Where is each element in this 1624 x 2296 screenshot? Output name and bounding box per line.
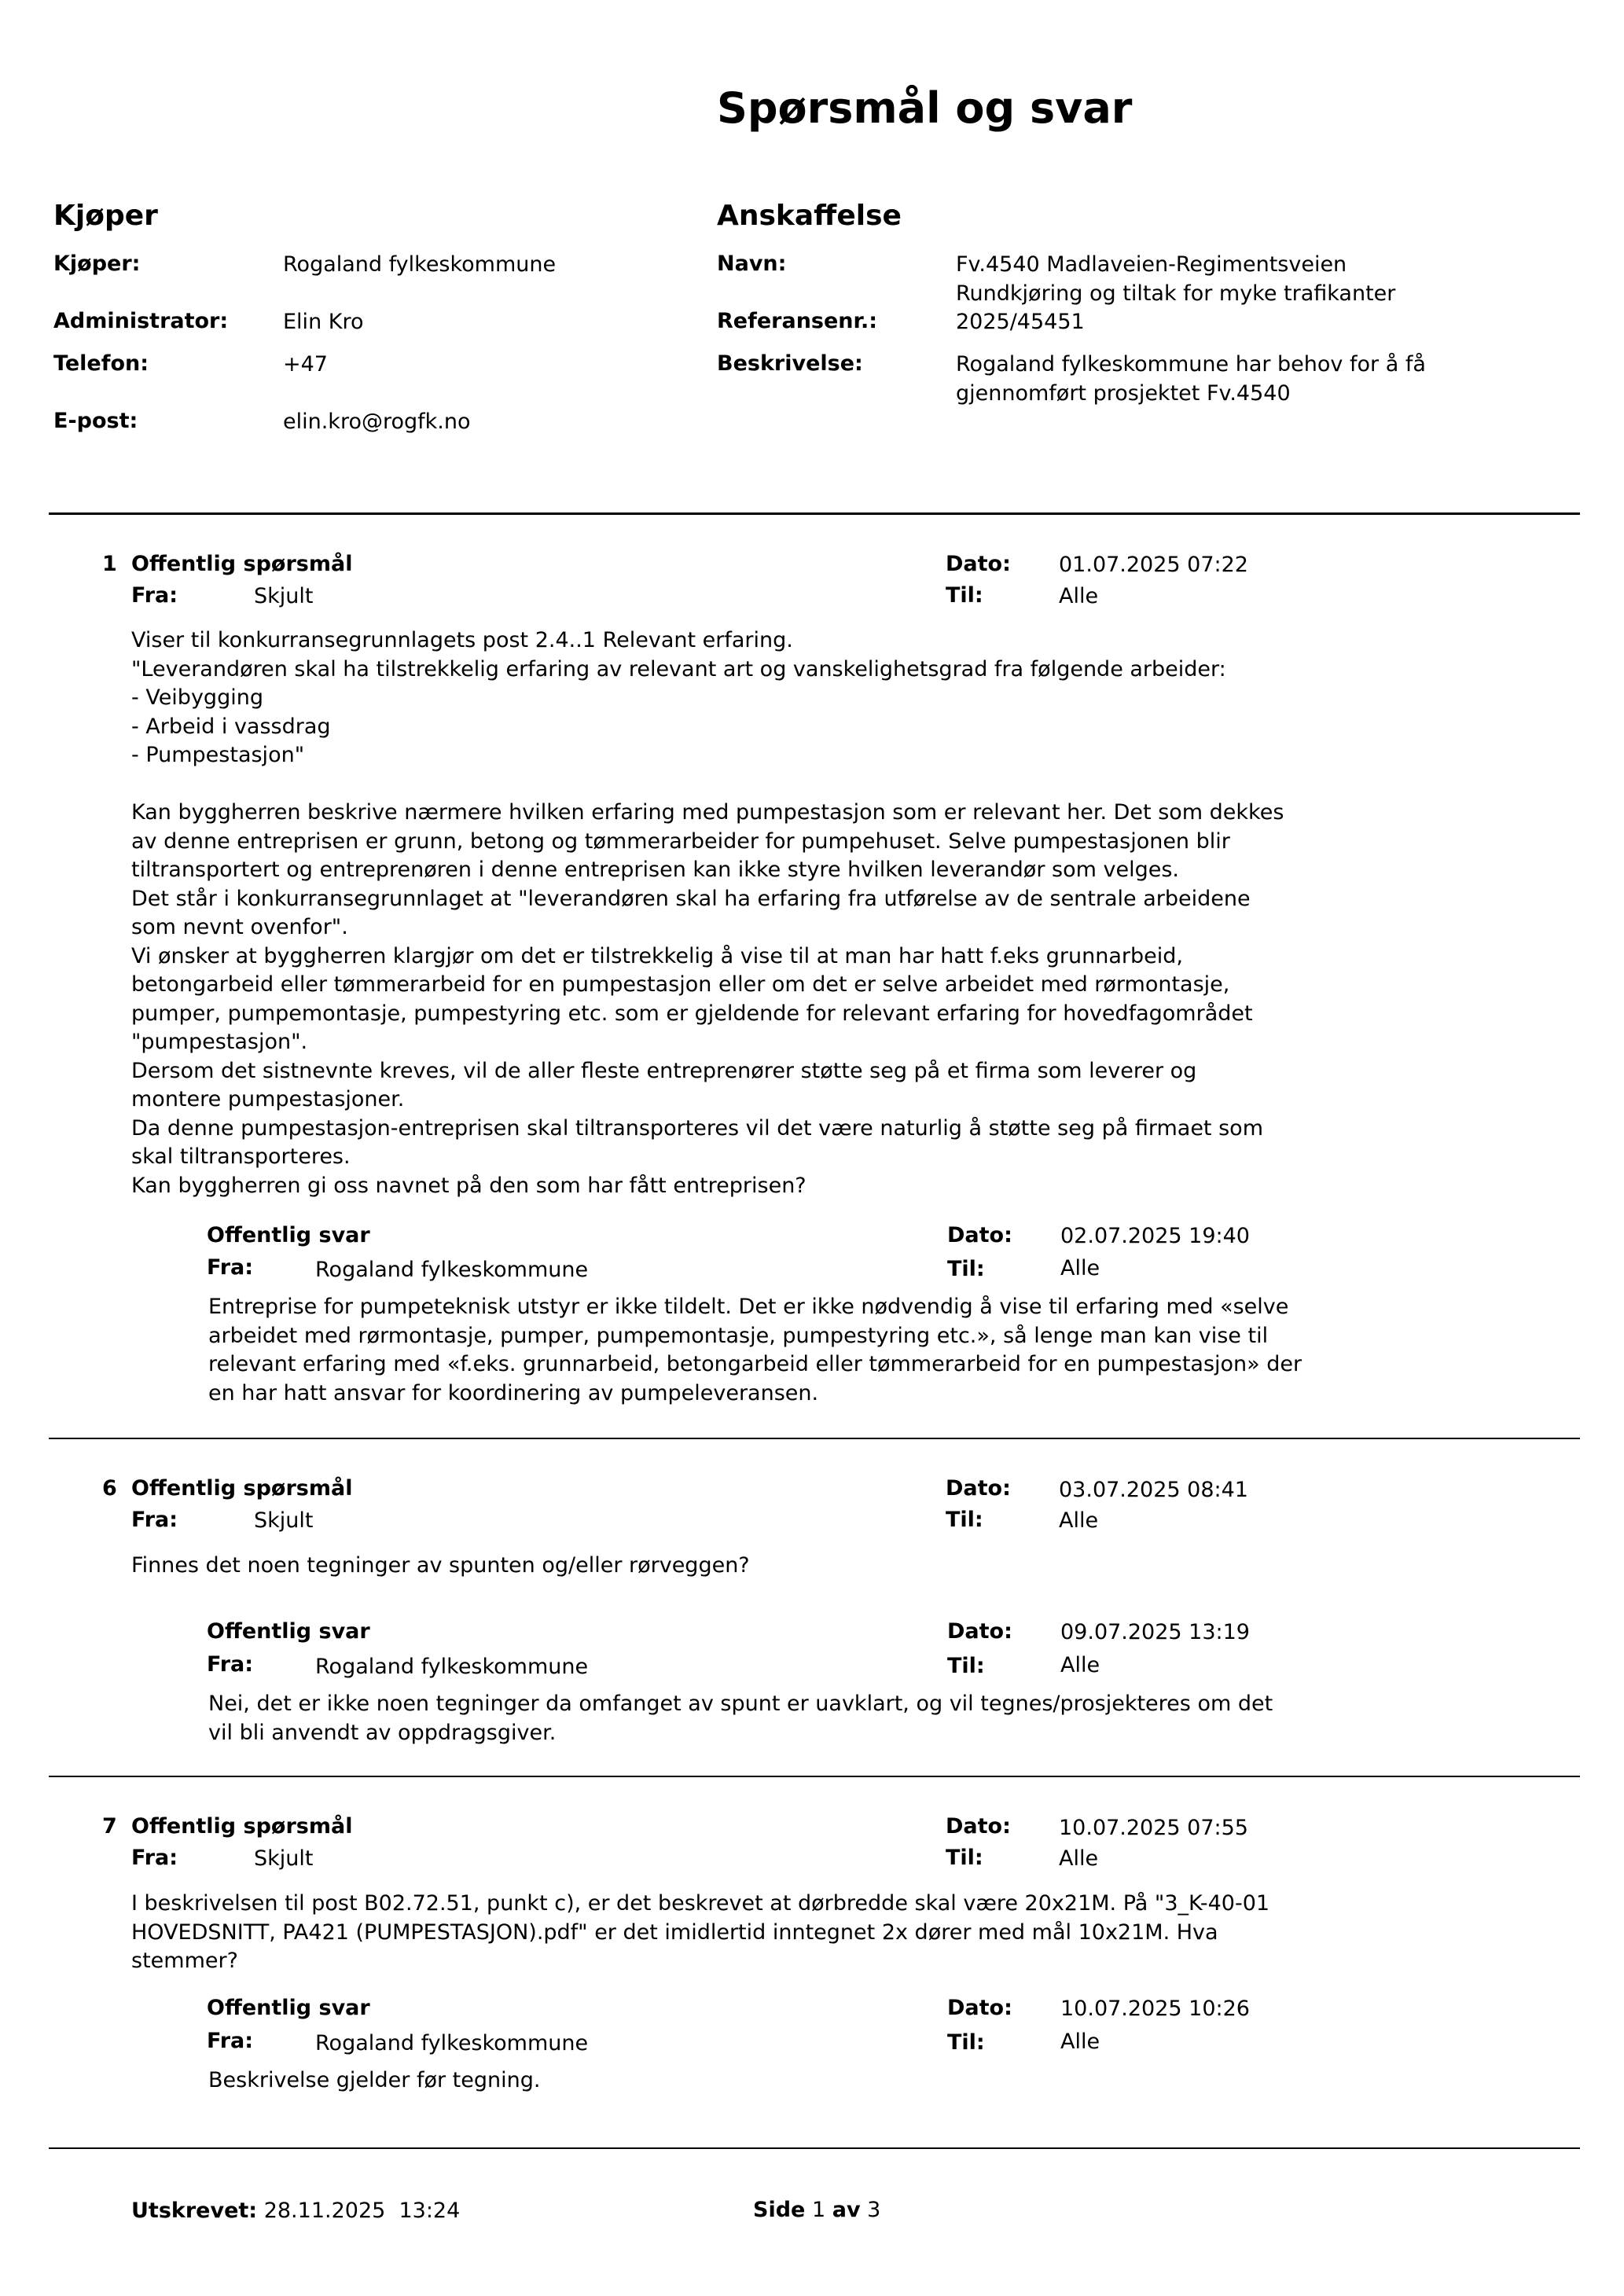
page-title: Spørsmål og svar	[717, 83, 1133, 133]
entry-divider	[49, 2147, 1580, 2149]
answer-date: 02.07.2025 19:40	[1060, 1224, 1250, 1248]
answer-date-label: Dato:	[947, 1996, 1012, 2020]
description-label: Beskrivelse:	[717, 351, 863, 376]
answer-from-label: Fra:	[207, 2029, 254, 2053]
email-value: elin.kro@rogfk.no	[283, 410, 471, 434]
answer-from: Rogaland fylkeskommune	[315, 1655, 589, 1679]
question-to: Alle	[1059, 584, 1099, 608]
answer-from-label: Fra:	[207, 1652, 254, 1677]
question-date: 01.07.2025 07:22	[1059, 553, 1248, 577]
question-from: Skjult	[254, 584, 314, 608]
question-date: 03.07.2025 08:41	[1059, 1478, 1248, 1502]
question-text: Viser til konkurransegrunnlagets post 2.4..1 Relevant erfaring. "Leverandøren skal ha tilstrekkelig erfaring av relevant art og vanskelighetsgrad fra følgende arbeider: - Veibygging - Arbeid i vassdrag - Pumpestasjon" Kan byggherren beskrive nærmere hvilken erfaring med pumpestasjon som er relevant her. Det som dekkes av denne entreprisen er grunn, betong og tømmerarbeider for pumpehuset. Selve pumpestasjonen blir tiltransportert og entreprenøren i denne entreprisen kan ikke styre hvilken leverandør som velges. Det står i konkurransegrunnlaget at "leverandøren skal ha erfaring fra utførelse av de sentrale arbeidene som nevnt ovenfor". Vi ønsker at byggherren klargjør om det er tilstrekkelig å vise til at man har hatt f.eks grunnarbeid, betongarbeid eller tømmerarbeid for en pumpestasjon eller om det er selve arbeidet med rørmontasje, pumper, pumpemontasje, pumpestyring etc. som er gjeldende for relevant erfaring for hovedfagområdet "pumpestasjon". Dersom det sistnevnte kreves, vil de aller fleste entreprenører støtte seg på et firma som leverer og montere pumpestasjoner. Da denne pumpestasjon-entreprisen skal tiltransporteres vil det være naturlig å støtte seg på firmaet som skal tiltransporteres. Kan byggherren gi oss navnet på den som har fått entreprisen?	[131, 628, 1284, 1198]
page-of-label: av	[832, 2198, 861, 2222]
reference-label: Referansenr.:	[717, 309, 878, 333]
answer-type: Offentlig svar	[207, 1619, 370, 1644]
answer-type: Offentlig svar	[207, 1996, 370, 2020]
printed-label: Utskrevet:	[131, 2199, 258, 2223]
question-from-label: Fra:	[131, 583, 178, 608]
question-date-label: Dato:	[946, 552, 1011, 576]
question-number: 7	[102, 1814, 117, 1839]
question-type: Offentlig spørsmål	[131, 1814, 353, 1839]
email-label: E-post:	[53, 409, 138, 433]
footer-page-number	[753, 2195, 880, 2224]
question-to-label: Til:	[946, 1846, 983, 1870]
answer-date: 09.07.2025 13:19	[1060, 1620, 1250, 1644]
page-current: 1	[811, 2198, 826, 2222]
answer-date: 10.07.2025 10:26	[1060, 1997, 1250, 2021]
answer-date-label: Dato:	[947, 1223, 1012, 1247]
administrator-value: Elin Kro	[283, 310, 364, 334]
question-to-label: Til:	[946, 1508, 983, 1532]
question-to-label: Til:	[946, 583, 983, 608]
question-from: Skjult	[254, 1846, 314, 1871]
administrator-label: Administrator:	[53, 309, 229, 333]
section-divider	[49, 512, 1580, 515]
answer-to: Alle	[1060, 1653, 1100, 1677]
question-date: 10.07.2025 07:55	[1059, 1816, 1248, 1840]
printed-value: 28.11.2025 13:24	[263, 2199, 461, 2223]
answer-to: Alle	[1060, 2030, 1100, 2054]
question-text: Finnes det noen tegninger av spunten og/eller rørveggen?	[131, 1553, 750, 1578]
question-type: Offentlig spørsmål	[131, 552, 353, 576]
answer-to-label: Til:	[947, 1654, 985, 1678]
answer-to-label: Til:	[947, 2030, 985, 2055]
question-number: 6	[102, 1476, 117, 1501]
answer-from-label: Fra:	[207, 1255, 254, 1280]
answer-to-label: Til:	[947, 1257, 985, 1281]
phone-value: +47	[283, 352, 328, 377]
question-from-label: Fra:	[131, 1508, 178, 1532]
answer-text: Nei, det er ikke noen tegninger da omfanget av spunt er uavklart, og vil tegnes/prosjekteres om det vil bli anvendt av oppdragsgiver.	[208, 1692, 1273, 1745]
answer-from: Rogaland fylkeskommune	[315, 2031, 589, 2055]
answer-to: Alle	[1060, 1256, 1100, 1280]
page-label: Side	[753, 2198, 806, 2222]
phone-label: Telefon:	[53, 351, 149, 376]
buyer-value: Rogaland fylkeskommune	[283, 252, 557, 277]
entry-divider	[49, 1438, 1580, 1439]
page-total: 3	[867, 2198, 881, 2222]
answer-type: Offentlig svar	[207, 1223, 370, 1247]
question-from-label: Fra:	[131, 1846, 178, 1870]
question-text: I beskrivelsen til post B02.72.51, punkt c), er det beskrevet at dørbredde skal være 20x21M. På "3_K-40-01 HOVEDSNITT, PA421 (PUMPESTASJON).pdf" er det imidlertid inntegnet 2x dører med mål 10x21M. Hva stemmer?	[131, 1891, 1270, 1973]
question-number: 1	[102, 552, 117, 576]
answer-text: Entreprise for pumpeteknisk utstyr er ikke tildelt. Det er ikke nødvendig å vise til erfaring med «selve arbeidet med rørmontasje, pumper, pumpemontasje, pumpestyring etc.», så lenge man kan vise til relevant erfaring med «f.eks. grunnarbeid, betongarbeid eller tømmerarbeid for en pumpestasjon» der en har hatt ansvar for koordinering av pumpeleveransen.	[208, 1295, 1303, 1405]
footer-printed	[131, 2196, 460, 2225]
procurement-name-value: Fv.4540 Madlaveien-Regimentsveien Rundkjøring og tiltak for myke trafikanter	[956, 252, 1396, 306]
reference-value: 2025/45451	[956, 310, 1085, 334]
question-date-label: Dato:	[946, 1814, 1011, 1839]
question-type: Offentlig spørsmål	[131, 1476, 353, 1501]
description-value: Rogaland fylkeskommune har behov for å få gjennomført prosjektet Fv.4540	[956, 352, 1426, 406]
entry-divider	[49, 1776, 1580, 1777]
procurement-heading: Anskaffelse	[717, 200, 902, 232]
question-to: Alle	[1059, 1508, 1099, 1533]
answer-date-label: Dato:	[947, 1619, 1012, 1644]
answer-from: Rogaland fylkeskommune	[315, 1258, 589, 1282]
question-from: Skjult	[254, 1508, 314, 1533]
buyer-label: Kjøper:	[53, 252, 141, 276]
procurement-name-label: Navn:	[717, 252, 787, 276]
question-date-label: Dato:	[946, 1476, 1011, 1501]
buyer-heading: Kjøper	[53, 200, 158, 232]
answer-text: Beskrivelse gjelder før tegning.	[208, 2068, 541, 2092]
question-to: Alle	[1059, 1846, 1099, 1871]
